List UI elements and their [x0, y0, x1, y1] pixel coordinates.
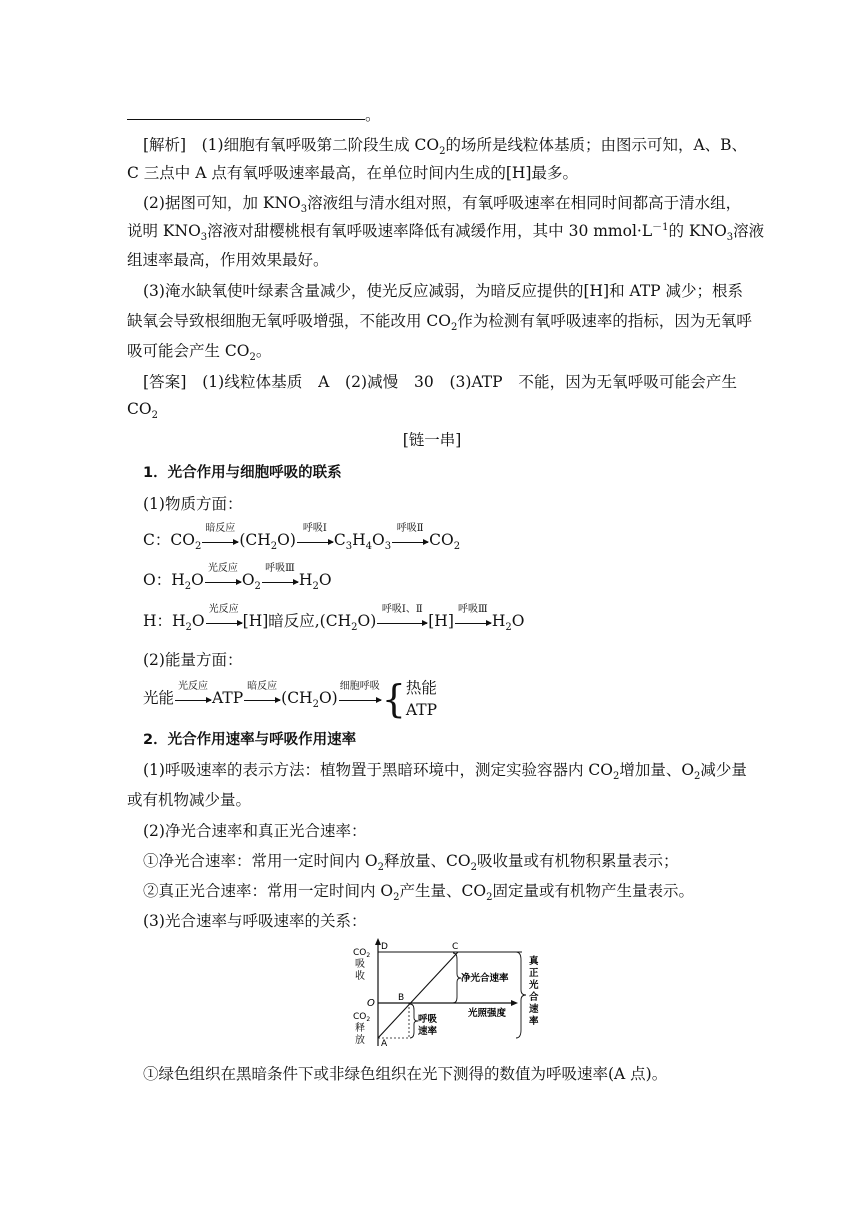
analysis-line-8: 吸可能会产生 $CO_2$。 — [127, 342, 272, 364]
x-axis-arrow-icon — [511, 1000, 518, 1006]
brace-icon: { — [381, 677, 406, 721]
heading-2: 2．光合作用速率与呼吸作用速率 — [143, 732, 357, 748]
true-rate-char: 速 — [529, 1004, 539, 1015]
respiration-brace-icon — [410, 1004, 418, 1038]
section-title: [链一串] — [402, 431, 462, 449]
arrow-respiration-2: 呼吸Ⅱ — [391, 530, 429, 552]
fill-blank — [127, 105, 365, 120]
true-rate-char: 光 — [529, 980, 539, 991]
y-top-co2: $CO_2$ — [353, 948, 371, 959]
heading-1: 1．光合作用与细胞呼吸的联系 — [143, 465, 342, 481]
arrow-light-reaction-h: 光反应 — [205, 611, 243, 633]
net-true-heading: (2)净光合速率和真正光合速率： — [143, 822, 367, 840]
y-bottom-release-2: 放 — [355, 1035, 365, 1046]
true-rate-char: 率 — [529, 1016, 539, 1027]
equation-energy: 光能 光反应 ATP 暗反应 $(CH_2O)$ 细胞呼吸 { 热能 ATP — [143, 677, 438, 721]
y-top-absorb-1: 吸 — [355, 959, 365, 970]
rate-diagram — [340, 938, 555, 1050]
analysis-line-3: (2)据图可知，加 $KNO_3$溶液组与清水组对照，有氧呼吸速率在相同时间都高于清水组， — [143, 194, 742, 216]
net-rate-label: 净光合速率 — [461, 973, 509, 984]
analysis-line-4: 说明 $KNO_3$溶液对甜樱桃根有氧呼吸速率降低有减缓作用，其中 30 $mmol\cdot L^{-1}$的 $KNO_3$溶液 — [127, 221, 765, 244]
equation-carbon: C：$CO_2$ 暗反应 $(CH_2O)$ 呼吸Ⅰ $C_3H_4O_3$ 呼吸Ⅱ $CO_2$ — [143, 523, 461, 553]
x-axis-label: 光照强度 — [468, 1008, 507, 1019]
true-rate-vertical-label — [529, 955, 539, 1027]
arrow-cell-respiration: 细胞呼吸 — [338, 688, 382, 710]
analysis-line-7: 缺氧会导致根细胞无氧呼吸增强，不能改用 $CO_2$作为检测有氧呼吸速率的指标，因为无氧呼 — [127, 312, 752, 334]
origin-label: O — [367, 998, 375, 1009]
y-top-absorb-2: 收 — [355, 971, 365, 982]
true-rate-char: 真 — [529, 956, 539, 967]
net-rate-brace-icon — [453, 953, 461, 1003]
true-rate-char: 合 — [529, 992, 539, 1003]
respiration-label-2: 速率 — [418, 1026, 438, 1037]
y-bottom-co2: $CO_2$ — [353, 1012, 371, 1023]
y-bottom-release-1: 释 — [355, 1023, 365, 1034]
respiration-rate-line-1: (1)呼吸速率的表示方法：植物置于黑暗环境中，测定实验容器内 $CO_2$增加量、$O_2$减少量 — [143, 761, 747, 783]
arrow-respiration-3-h: 呼吸Ⅲ — [454, 611, 492, 633]
arrow-light-reaction: 光反应 — [204, 570, 242, 592]
arrow-respiration-1: 呼吸Ⅰ — [296, 530, 334, 552]
true-rate-brace-icon — [516, 952, 526, 1038]
true-rate-char: 正 — [529, 968, 539, 979]
net-rate-line: ①净光合速率：常用一定时间内 $O_2$释放量、$CO_2$吸收量或有机物积累量表示； — [143, 852, 679, 874]
answer-blank-line: 。 — [127, 104, 737, 126]
true-rate-line: ②真正光合速率：常用一定时间内 $O_2$产生量、$CO_2$固定量或有机物产生量表示。 — [143, 882, 694, 904]
equation-hydrogen: H：$H_2O$ 光反应 [H]暗反应$,(CH_2O)$ 呼吸Ⅰ、Ⅱ [H] 呼吸Ⅲ $H_2O$ — [143, 604, 525, 634]
arrow-light-reaction-e: 光反应 — [174, 688, 212, 710]
analysis-line-6: (3)淹水缺氧使叶绿素含量减少，使光反应减弱，为暗反应提供的[H]和 ATP 减少；根系 — [143, 282, 744, 300]
analysis-line-2: C 三点中 A 点有氧呼吸速率最高，在单位时间内生成的[H]最多。 — [127, 164, 578, 182]
respiration-rate-line-2: 或有机物减少量。 — [127, 791, 252, 809]
matter-label: (1)物质方面： — [143, 495, 243, 513]
answer-line: [答案] (1)线粒体基质 A (2)减慢 30 (3)ATP 不能，因为无氧呼吸可能会产生 — [143, 373, 737, 391]
arrow-respiration-1-2: 呼吸Ⅰ、Ⅱ — [376, 611, 428, 633]
point-d-label: D — [381, 942, 388, 952]
answer-line-2: $CO_2$ — [127, 400, 158, 422]
respiration-label-1: 呼吸 — [418, 1014, 438, 1025]
analysis-line-1: [解析] (1)细胞有氧呼吸第二阶段生成 $CO_2$的场所是线粒体基质；由图示可知，A、B、 — [143, 136, 748, 158]
arrow-dark-reaction: 暗反应 — [201, 530, 239, 552]
arrow-respiration-3: 呼吸Ⅲ — [261, 570, 299, 592]
analysis-line-5: 组速率最高，作用效果最好。 — [127, 251, 329, 269]
point-a-label: A — [381, 1039, 388, 1049]
energy-outputs: 热能 ATP — [405, 679, 438, 719]
last-line: ①绿色组织在黑暗条件下或非绿色组织在光下测得的数值为呼吸速率(A 点)。 — [143, 1065, 668, 1083]
energy-label: (2)能量方面： — [143, 651, 243, 669]
relationship-heading: (3)光合速率与呼吸速率的关系： — [143, 912, 367, 930]
point-b-label: B — [398, 993, 405, 1003]
arrow-dark-reaction-e: 暗反应 — [243, 688, 281, 710]
point-c-label: C — [452, 942, 459, 952]
equation-oxygen: O：$H_2O$ 光反应 $O_2$ 呼吸Ⅲ $H_2O$ — [143, 563, 332, 593]
